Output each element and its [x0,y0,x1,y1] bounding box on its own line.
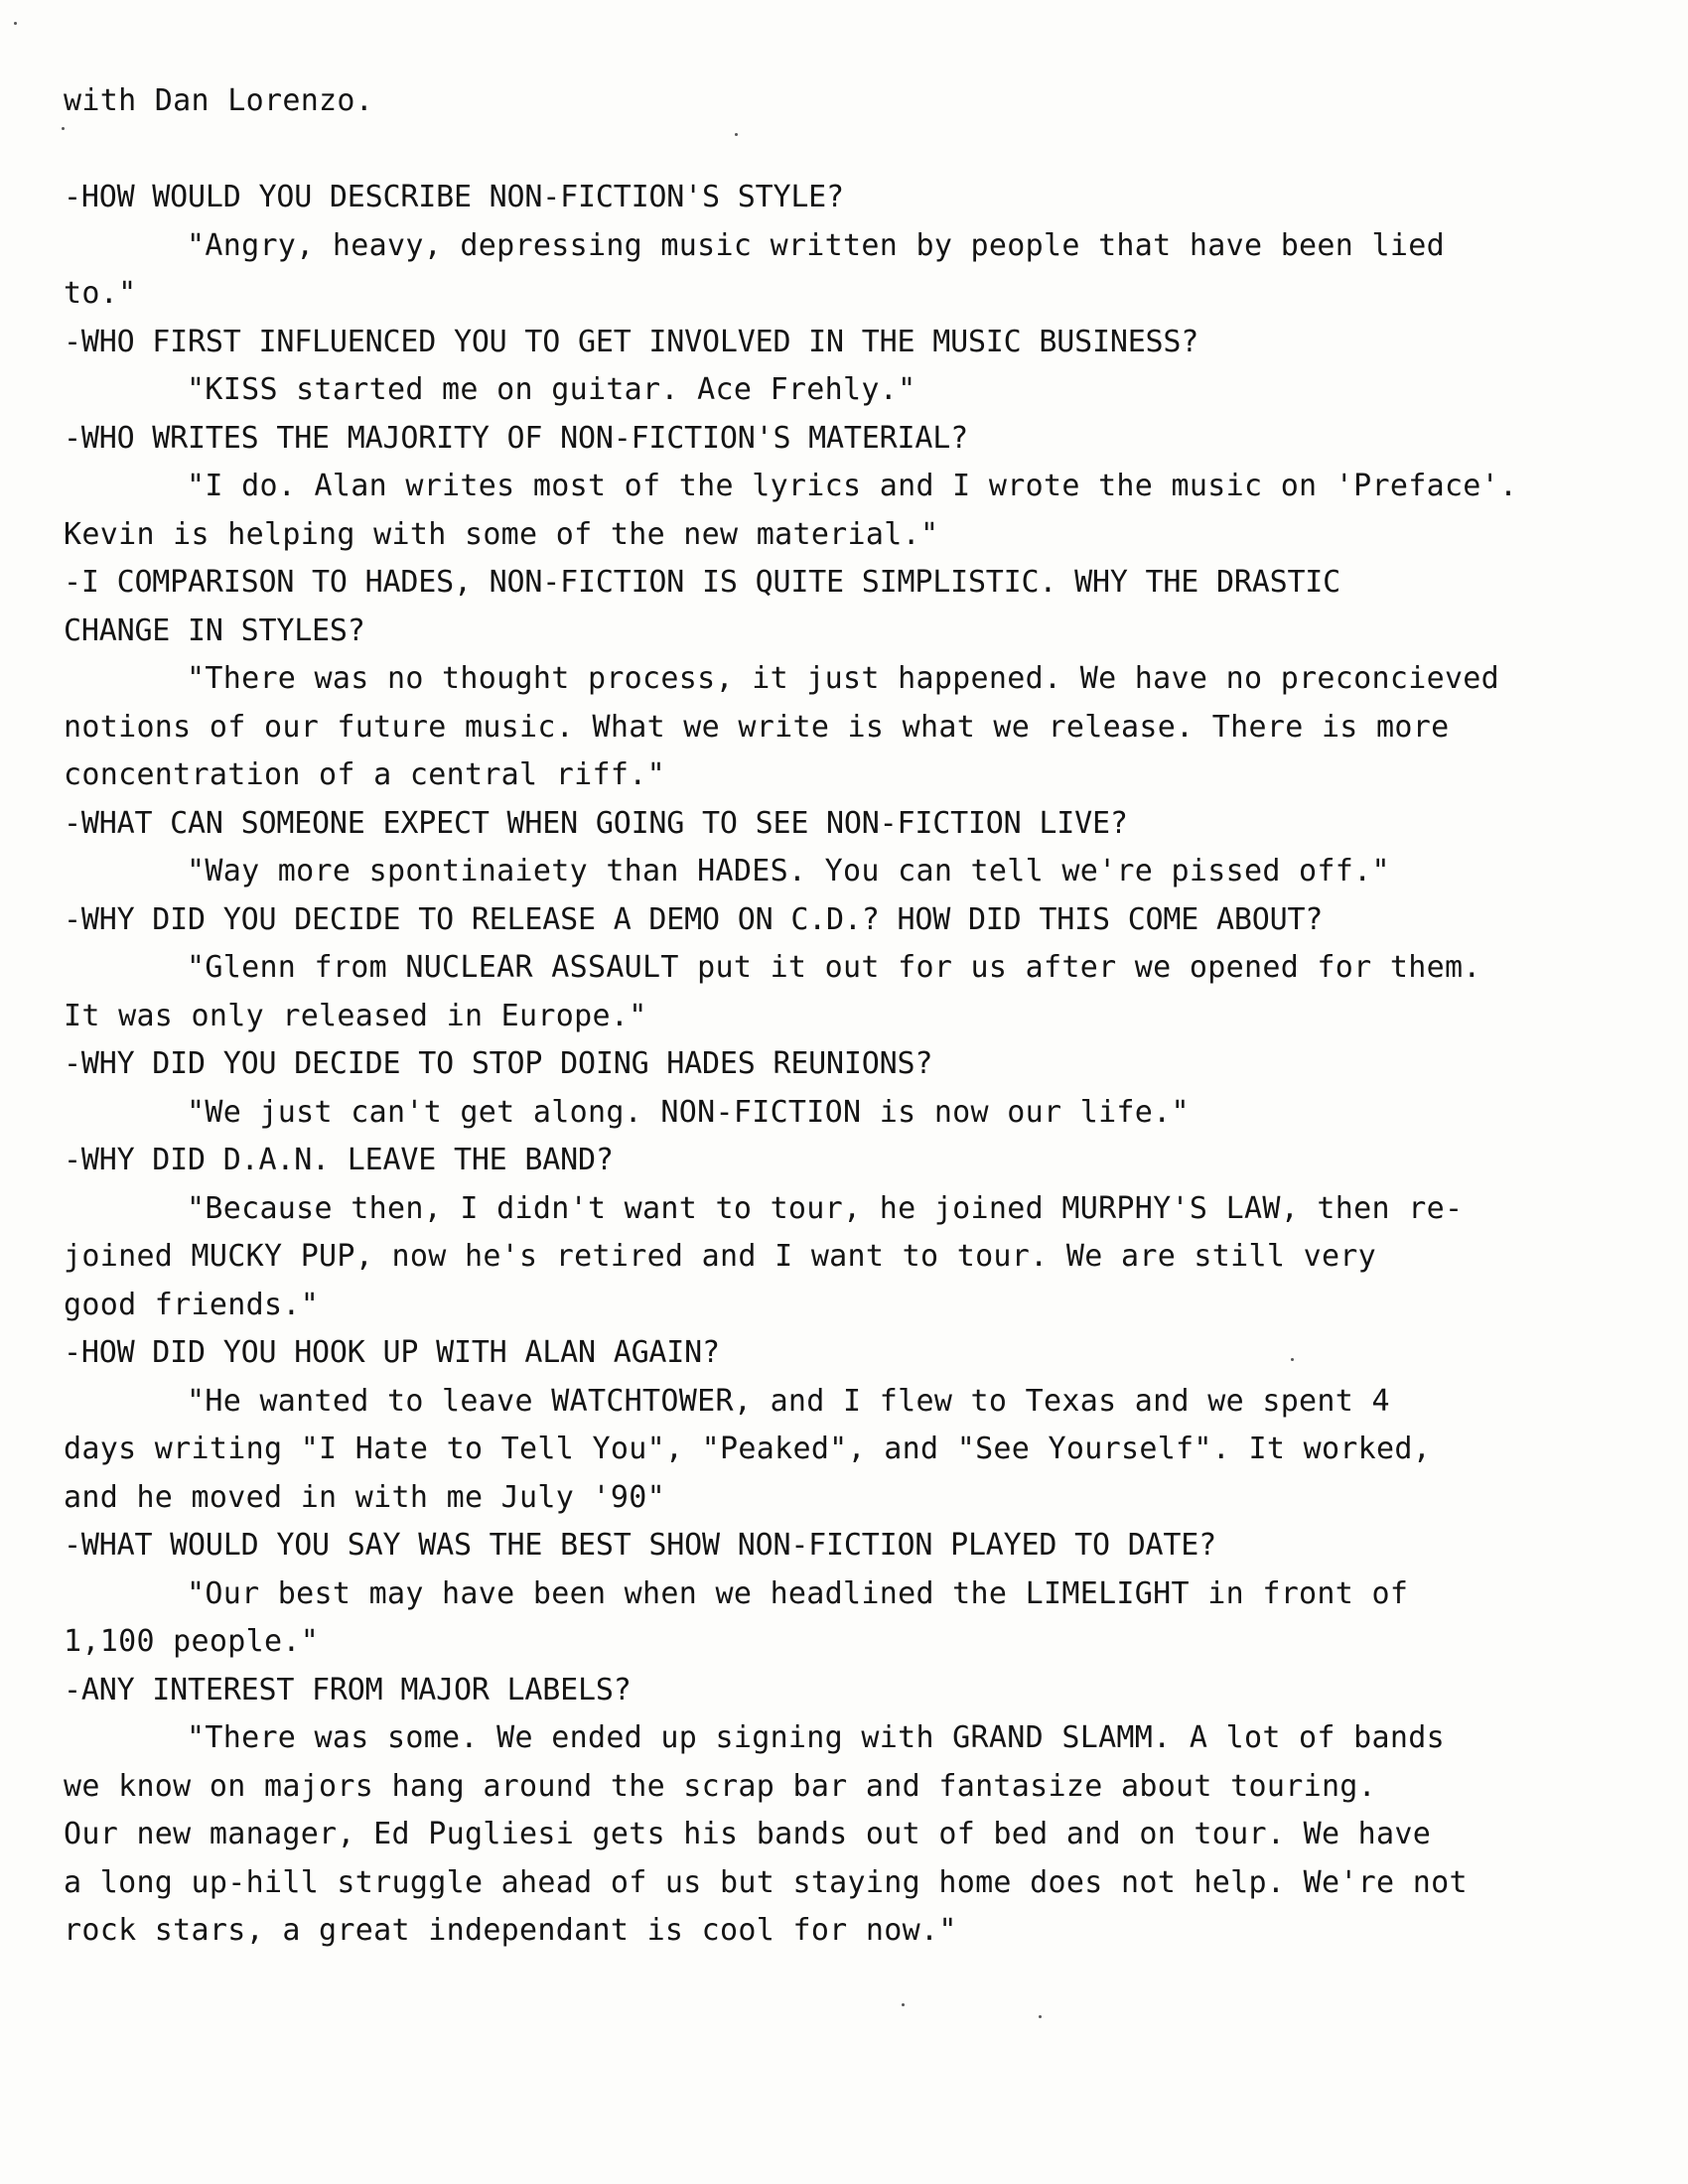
intro-line: with Dan Lorenzo. [64,83,374,118]
answer-line-continued: rock stars, a great independant is cool for now." [64,1913,957,1948]
answer-line-continued: and he moved in with me July '90" [64,1479,665,1515]
paper-speck [14,22,17,25]
question-line: -HOW WOULD YOU DESCRIBE NON-FICTION'S STYLE? [64,180,844,214]
paper-speck [1291,1358,1294,1361]
interview-text [64,77,1652,1956]
question-line: -WHY DID YOU DECIDE TO RELEASE A DEMO ON C.D.? HOW DID THIS COME ABOUT? [64,901,1324,937]
answer-line: "There was no thought process, it just happened. We have no preconcieved [187,661,1500,696]
answer-line: "There was some. We ended up signing with GRAND SLAMM. A lot of bands [187,1720,1445,1755]
answer-line: "He wanted to leave WATCHTOWER, and I flew to Texas and we spent 4 [187,1383,1390,1419]
answer-line-continued: 1,100 people." [64,1624,320,1659]
answer-line: "Angry, heavy, depressing music written by people that have been lied [187,227,1445,263]
question-line: -WHO FIRST INFLUENCED YOU TO GET INVOLVED IN THE MUSIC BUSINESS? [64,324,1199,359]
answer-line-continued: It was only released in Europe." [64,998,647,1033]
answer-line-continued: notions of our future music. What we write is what we release. There is more [64,709,1450,745]
question-line: -WHAT CAN SOMEONE EXPECT WHEN GOING TO SEE NON-FICTION LIVE? [64,805,1128,841]
blank-line [64,126,1652,175]
paper-speck [62,127,65,130]
qa-list [64,174,1652,1956]
answer-line: "I do. Alan writes most of the lyrics and I wrote the music on 'Preface'. [187,469,1518,503]
answer-line-continued: we know on majors hang around the scrap bar and fantasize about touring. [64,1768,1377,1804]
answer-line-continued: joined MUCKY PUP, now he's retired and I want to tour. We are still very [64,1239,1377,1274]
answer-line: "Glenn from NUCLEAR ASSAULT put it out for us after we opened for them. [187,950,1481,985]
paper-speck [1039,2015,1042,2018]
answer-line-continued: concentration of a central riff." [64,757,665,792]
answer-line: "Way more spontinaiety than HADES. You can tell we're pissed off." [187,854,1390,888]
question-line: -I COMPARISON TO HADES, NON-FICTION IS QUITE SIMPLISTIC. WHY THE DRASTIC [64,565,1341,600]
answer-line: "KISS started me on guitar. Ace Frehly." [187,372,916,407]
answer-line-continued: a long up-hill struggle ahead of us but staying home does not help. We're not [64,1864,1468,1900]
answer-line-continued: to." [64,276,137,311]
answer-line-continued: Our new manager, Ed Pugliesi gets his bands out of bed and on tour. We have [64,1817,1432,1851]
answer-line: "Because then, I didn't want to tour, he joined MURPHY'S LAW, then re- [187,1190,1464,1226]
question-line: -WHO WRITES THE MAJORITY OF NON-FICTION'S MATERIAL? [64,420,968,456]
paper-speck [902,2003,905,2006]
answer-line-continued: good friends." [64,1287,320,1322]
answer-line-continued: days writing "I Hate to Tell You", "Peaked", and "See Yourself". It worked, [64,1432,1432,1466]
question-line: -WHAT WOULD YOU SAY WAS THE BEST SHOW NON-FICTION PLAYED TO DATE? [64,1528,1216,1563]
question-line: -WHY DID D.A.N. LEAVE THE BAND? [64,1143,614,1177]
answer-line: "We just can't get along. NON-FICTION is now our life." [187,1094,1190,1130]
answer-line: "Our best may have been when we headlined the LIMELIGHT in front of [187,1575,1409,1611]
question-line-continued: CHANGE IN STYLES? [64,613,365,648]
question-line: -ANY INTEREST FROM MAJOR LABELS? [64,1672,632,1707]
answer-line-continued: Kevin is helping with some of the new material." [64,516,939,552]
question-line: -HOW DID YOU HOOK UP WITH ALAN AGAIN? [64,1335,720,1370]
question-line: -WHY DID YOU DECIDE TO STOP DOING HADES REUNIONS? [64,1046,933,1081]
paper-speck [735,133,738,136]
